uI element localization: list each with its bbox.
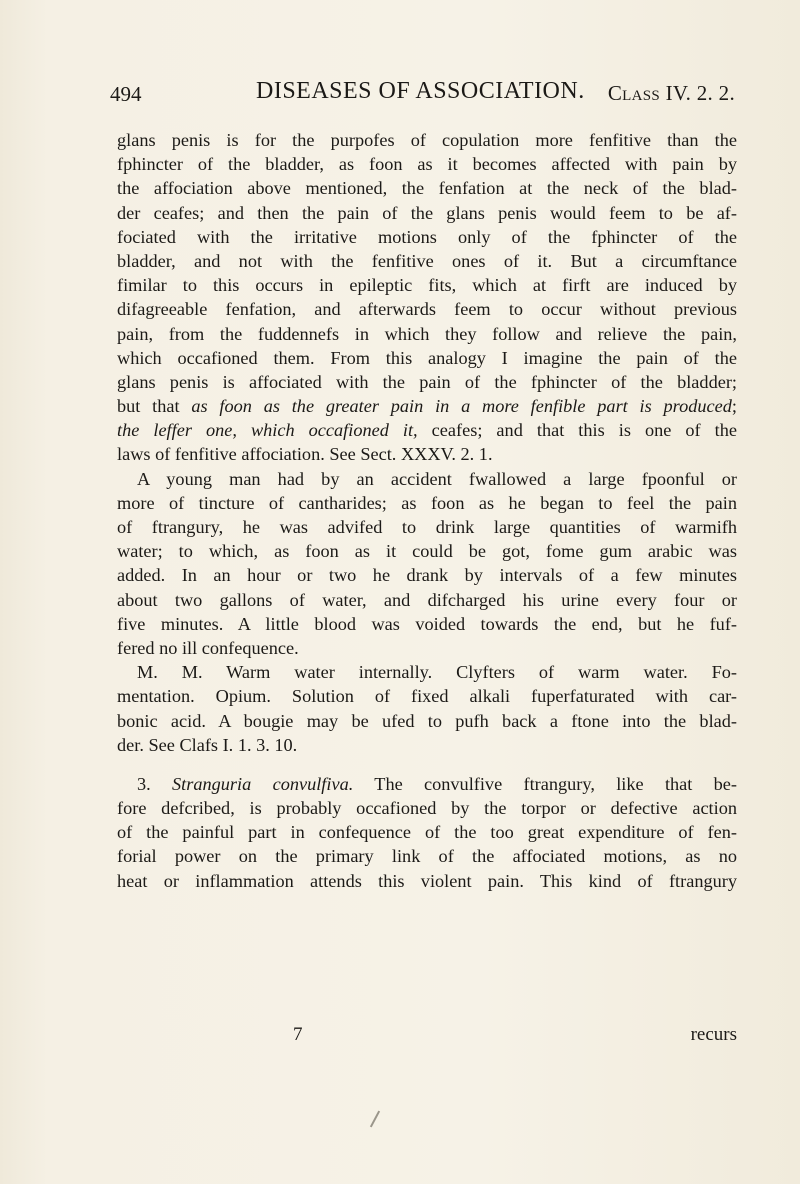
text-line: M. M. Warm water internally. Clyfters of warm water. Fo- — [137, 662, 737, 683]
text-line: fimilar to this occurs in epileptic fits, which at firft are induced by — [117, 275, 737, 296]
text-line — [117, 418, 737, 442]
page-number: 494 — [110, 82, 142, 106]
text-line: A young man had by an accident fwallowed a large fpoonful or — [137, 468, 737, 489]
stray-ink-mark — [370, 1111, 380, 1128]
text-line: bonic acid. A bougie may be ufed to pufh back a ftone into the blad- — [117, 710, 737, 731]
page-footer — [117, 1024, 737, 1052]
text-line: the affociation above mentioned, the fenfation at the neck of the blad- — [117, 178, 737, 199]
text-line: glans penis is affociated with the pain of the fphincter of the bladder; — [117, 371, 737, 392]
text-line: five minutes. A little blood was voided towards the end, but he fuf- — [117, 613, 737, 634]
body-text — [117, 128, 737, 893]
signature-mark: 7 — [293, 1024, 303, 1045]
text-line: heat or inflammation attends this violent pain. This kind of ftrangury — [117, 870, 737, 891]
text-line: more of tincture of cantharides; as foon as he began to feel the pain — [117, 492, 737, 513]
text-line: fore defcribed, is probably occafioned by the torpor or defective action — [117, 798, 737, 819]
catchword: recurs — [690, 1024, 737, 1045]
text-line: fphincter of the bladder, as foon as it becomes affected with pain by — [117, 154, 737, 175]
italic-phrase: as foon as the greater pain in a more fenfible part is produced — [191, 396, 732, 417]
running-title: DISEASES OF ASSOCIATION. — [256, 78, 585, 104]
italic-phrase: the leffer one, which occafioned it, — [117, 420, 418, 441]
text-line: about two gallons of water, and difcharged his urine every four or — [117, 589, 737, 610]
text-run: but that — [117, 396, 192, 417]
text-line: bladder, and not with the fenfitive ones of it. But a circumftance — [117, 250, 737, 271]
class-reference: Class IV. 2. 2. — [607, 81, 735, 105]
text-run: ; — [731, 396, 737, 417]
text-line: water; to which, as foon as it could be got, fome gum arabic was — [117, 541, 737, 562]
text-line: der. See Clafs I. 1. 3. 10. — [117, 734, 298, 755]
text-line: which occafioned them. From this analogy I imagine the pain of the — [117, 347, 737, 368]
running-header — [110, 78, 735, 112]
text-run: 3. — [137, 773, 173, 794]
paragraph-gap — [117, 757, 737, 772]
text-line: fociated with the irritative motions only of the fphincter of the — [117, 226, 737, 247]
text-run: The convulfive ftrangury, like that be- — [353, 773, 738, 794]
text-line: der ceafes; and then the pain of the glans penis would feem to be af- — [117, 202, 737, 223]
text-line: mentation. Opium. Solution of fixed alkali fuperfaturated with car- — [117, 686, 737, 707]
text-line: pain, from the fuddennefs in which they follow and relieve the pain, — [117, 323, 737, 344]
italic-phrase: Stranguria convulfiva. — [172, 773, 354, 794]
text-line — [117, 394, 737, 418]
text-run: ceafes; and that this is one of the — [417, 420, 737, 441]
text-line: of ftrangury, he was advifed to drink large quantities of warmifh — [117, 517, 737, 537]
text-line: fered no ill confequence. — [117, 637, 299, 658]
text-line: laws of fenfitive affociation. See Sect. XXXV. 2. 1. — [117, 444, 493, 465]
text-line: forial power on the primary link of the affociated motions, as no — [117, 846, 737, 867]
text-line — [117, 772, 737, 796]
text-line: glans penis is for the purpofes of copulation more fenfitive than the — [117, 130, 737, 150]
text-line: added. In an hour or two he drank by intervals of a few minutes — [117, 565, 737, 586]
text-line: difagreeable fenfation, and afterwards feem to occur without previous — [117, 299, 737, 320]
text-line: of the painful part in confequence of the too great expenditure of fen- — [117, 822, 737, 843]
